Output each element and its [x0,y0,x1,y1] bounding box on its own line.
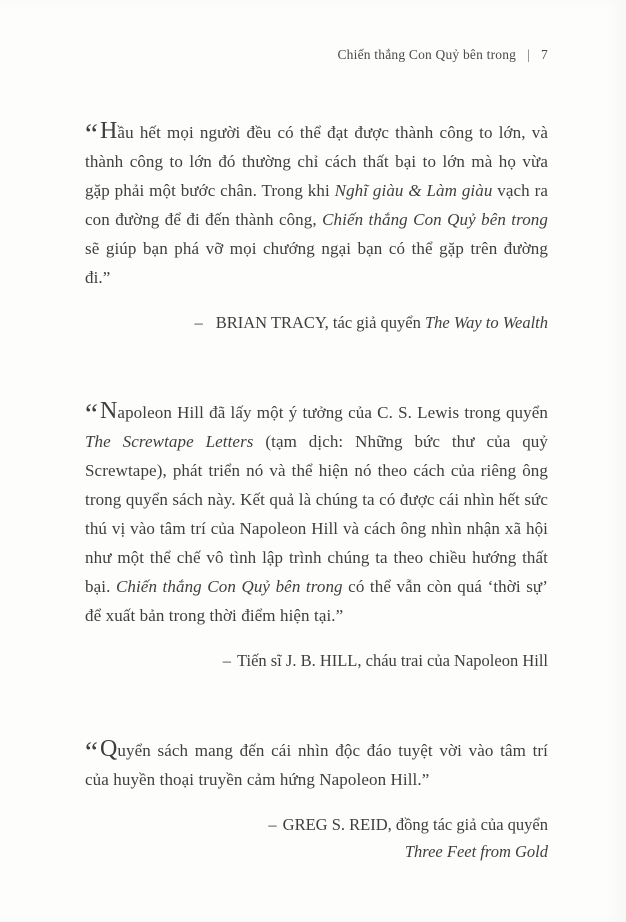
quote-paragraph [85,398,548,630]
quote-segment: uyển sách mang đến cái nhìn độc đáo tuyệt vời vào tâm trí của huyền thoại truyền cảm hứng Napoleon Hill.” [85,741,548,789]
quote-segment: vạch ra con đường để đi đến thành công, [85,181,548,229]
testimonial-jb-hill [85,398,548,674]
quote-segment: ầu hết mọi người đều có thể đạt được thành công to lớn, và thành công to lớn đó thường chỉ cách thất bại to lớn mà họ vừa gặp phải một bước chân. Trong khi [85,123,548,200]
book-title: Chiến thắng Con Quỷ bên trong [322,210,548,229]
quote-paragraph [85,736,548,794]
attribution-name: Tiến sĩ J. B. HILL, cháu trai của Napoleon Hill [236,651,548,670]
attribution [85,647,548,674]
book-title: Nghĩ giàu & Làm giàu [334,181,493,200]
page-content [0,118,626,865]
attribution-dash: – [222,651,231,670]
quote-segment: sẽ giúp bạn phá vỡ mọi chướng ngại bạn có thể gặp trên đường đi.” [85,239,548,287]
attribution-name: GREG S. REID, đồng tác giả của quyển [282,815,548,834]
quote-segment: apoleon Hill đã lấy một ý tưởng của C. S. Lewis trong quyển [117,403,548,422]
open-quote-mark: “ [85,118,98,150]
attribution-dash: – [194,313,203,332]
attribution [85,309,548,336]
running-title: Chiến thắng Con Quỷ bên trong [337,47,517,62]
attribution [85,811,548,865]
initial-letter: N [99,398,118,424]
quote-segment: (tạm dịch: Những bức thư của quỷ Screwtape), phát triển nó và thể hiện nó theo cách của riêng ông trong quyển sách này. Kết quả là chúng ta có được cái nhìn hết sức thú vị vào tâm trí của Napoleon Hill và cách ông nhìn nhận xã hội như một thể chế vô tình lập trình chúng ta theo chiều hướng thất bại. [85,432,548,596]
attribution-work-title: Three Feet from Gold [404,842,548,861]
page-number: 7 [541,47,548,62]
open-quote-mark: “ [85,736,98,768]
initial-letter: H [99,118,118,144]
book-title: Chiến thắng Con Quỷ bên trong [115,577,343,596]
header-separator: | [527,47,531,62]
attribution-name: BRIAN TRACY, tác giả quyển [215,313,425,332]
attribution-work-title: The Way to Wealth [425,313,548,332]
quote-paragraph [85,118,548,292]
testimonial-greg-reid [85,736,548,865]
attribution-name-line [85,811,548,838]
book-title: The Screwtape Letters [85,432,254,451]
testimonial-brian-tracy [85,118,548,336]
quote-segment: có thể vẫn còn quá ‘thời sự’ để xuất bản trong thời điểm hiện tại.” [85,577,548,625]
initial-letter: Q [99,736,118,762]
open-quote-mark: “ [85,398,98,430]
attribution-dash: – [268,815,277,834]
running-header [0,0,626,63]
